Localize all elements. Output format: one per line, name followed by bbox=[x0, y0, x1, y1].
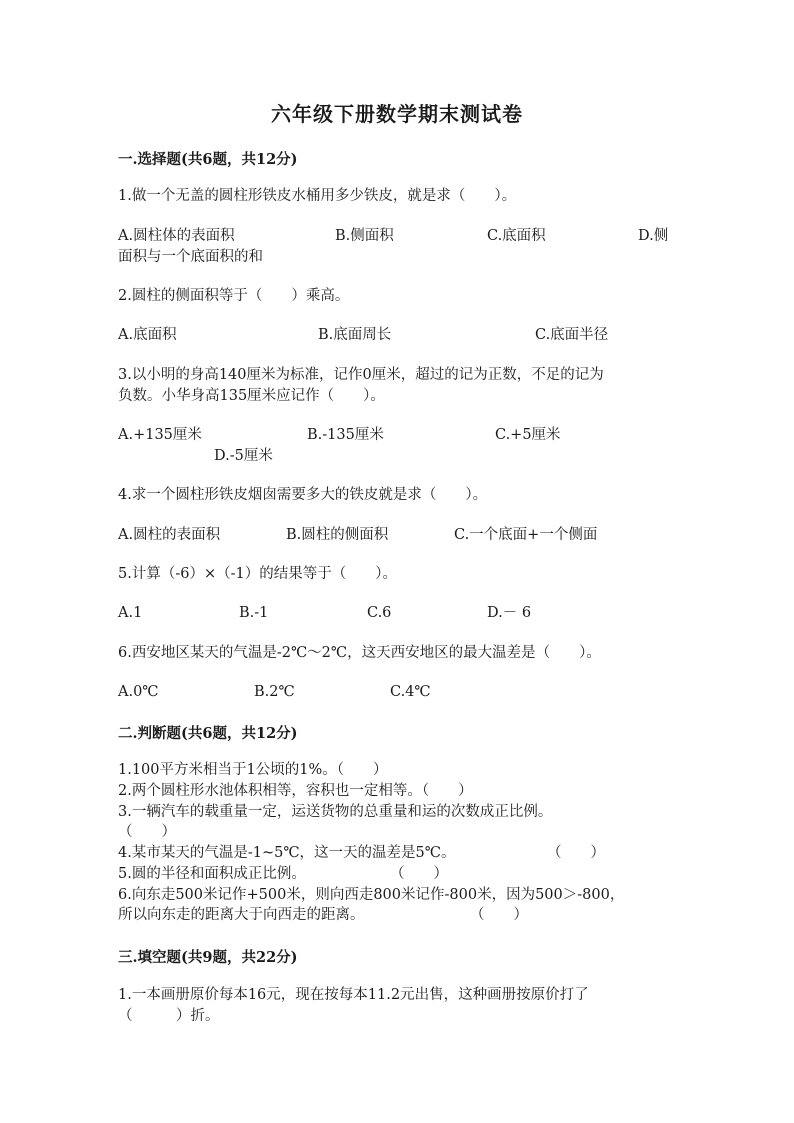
judgement-5-blank: （ ） bbox=[390, 866, 448, 882]
judgement-5: 5.圆的半径和面积成正比例。 bbox=[118, 866, 306, 882]
option-5c: C.6 bbox=[367, 605, 392, 621]
option-4a: A.圆柱的表面积 bbox=[118, 527, 221, 543]
option-3b: B.-135厘米 bbox=[307, 427, 384, 443]
option-1d-continued: 面积与一个底面积的和 bbox=[118, 249, 263, 265]
option-2b: B.底面周长 bbox=[318, 327, 392, 343]
question-3-line-2: 负数。小华身高135厘米应记作（ ）。 bbox=[118, 388, 385, 404]
judgement-6-line-1: 6.向东走500米记作+500米，则向西走800米记作-800米，因为500＞-800， bbox=[118, 887, 625, 903]
question-1: 1.做一个无盖的圆柱形铁皮水桶用多少铁皮，就是求（ ）。 bbox=[118, 188, 517, 204]
question-5: 5.计算（-6）×（-1）的结果等于（ ）。 bbox=[118, 566, 397, 582]
judgement-6-blank: （ ） bbox=[470, 907, 528, 923]
page-title: 六年级下册数学期末测试卷 bbox=[271, 102, 523, 126]
question-2: 2.圆柱的侧面积等于（ ）乘高。 bbox=[118, 288, 350, 304]
judgement-3-line-2: （ ） bbox=[118, 824, 176, 840]
option-5b: B.-1 bbox=[239, 605, 269, 621]
option-3a: A.+135厘米 bbox=[118, 427, 202, 443]
option-1d: D.侧 bbox=[638, 228, 669, 244]
judgement-6-line-2: 所以向东走的距离大于向西走的距离。 bbox=[118, 907, 365, 923]
option-4c: C.一个底面+一个侧面 bbox=[454, 527, 598, 543]
option-6c: C.4℃ bbox=[390, 684, 431, 700]
judgement-1: 1.100平方米相当于1公顷的1%。（ ） bbox=[118, 762, 388, 778]
option-3d: D.-5厘米 bbox=[214, 448, 273, 464]
option-5a: A.1 bbox=[118, 605, 143, 621]
question-3-line-1: 3.以小明的身高140厘米为标准，记作0厘米，超过的记为正数，不足的记为 bbox=[118, 367, 604, 383]
fill-1-line-2: （ ）折。 bbox=[118, 1008, 220, 1024]
question-6: 6.西安地区某天的气温是-2℃～2℃，这天西安地区的最大温差是（ ）。 bbox=[118, 645, 601, 661]
judgement-4-blank: （ ） bbox=[547, 845, 605, 861]
option-6b: B.2℃ bbox=[254, 684, 295, 700]
section-heading-judgement: 二.判断题(共6题，共12分) bbox=[118, 725, 298, 742]
option-3c: C.+5厘米 bbox=[495, 427, 561, 443]
option-1b: B.侧面积 bbox=[335, 228, 394, 244]
option-4b: B.圆柱的侧面积 bbox=[286, 527, 389, 543]
fill-1-line-1: 1.一本画册原价每本16元，现在按每本11.2元出售，这种画册按原价打了 bbox=[118, 987, 589, 1003]
option-1c: C.底面积 bbox=[487, 228, 546, 244]
option-2a: A.底面积 bbox=[118, 327, 177, 343]
option-1a: A.圆柱体的表面积 bbox=[118, 228, 235, 244]
judgement-4: 4.某市某天的气温是-1~5℃，这一天的温差是5℃。 bbox=[118, 845, 456, 861]
option-6a: A.0℃ bbox=[118, 684, 159, 700]
judgement-2: 2.两个圆柱形水池体积相等，容积也一定相等。（ ） bbox=[118, 783, 473, 799]
section-heading-choice: 一.选择题(共6题，共12分) bbox=[118, 151, 298, 168]
option-2c: C.底面半径 bbox=[535, 327, 609, 343]
section-heading-fill: 三.填空题(共9题，共22分) bbox=[118, 949, 298, 966]
question-4: 4.求一个圆柱形铁皮烟囱需要多大的铁皮就是求（ ）。 bbox=[118, 487, 488, 503]
option-5d: D.－ 6 bbox=[487, 605, 532, 621]
judgement-3-line-1: 3.一辆汽车的载重量一定，运送货物的总重量和运的次数成正比例。 bbox=[118, 804, 553, 820]
